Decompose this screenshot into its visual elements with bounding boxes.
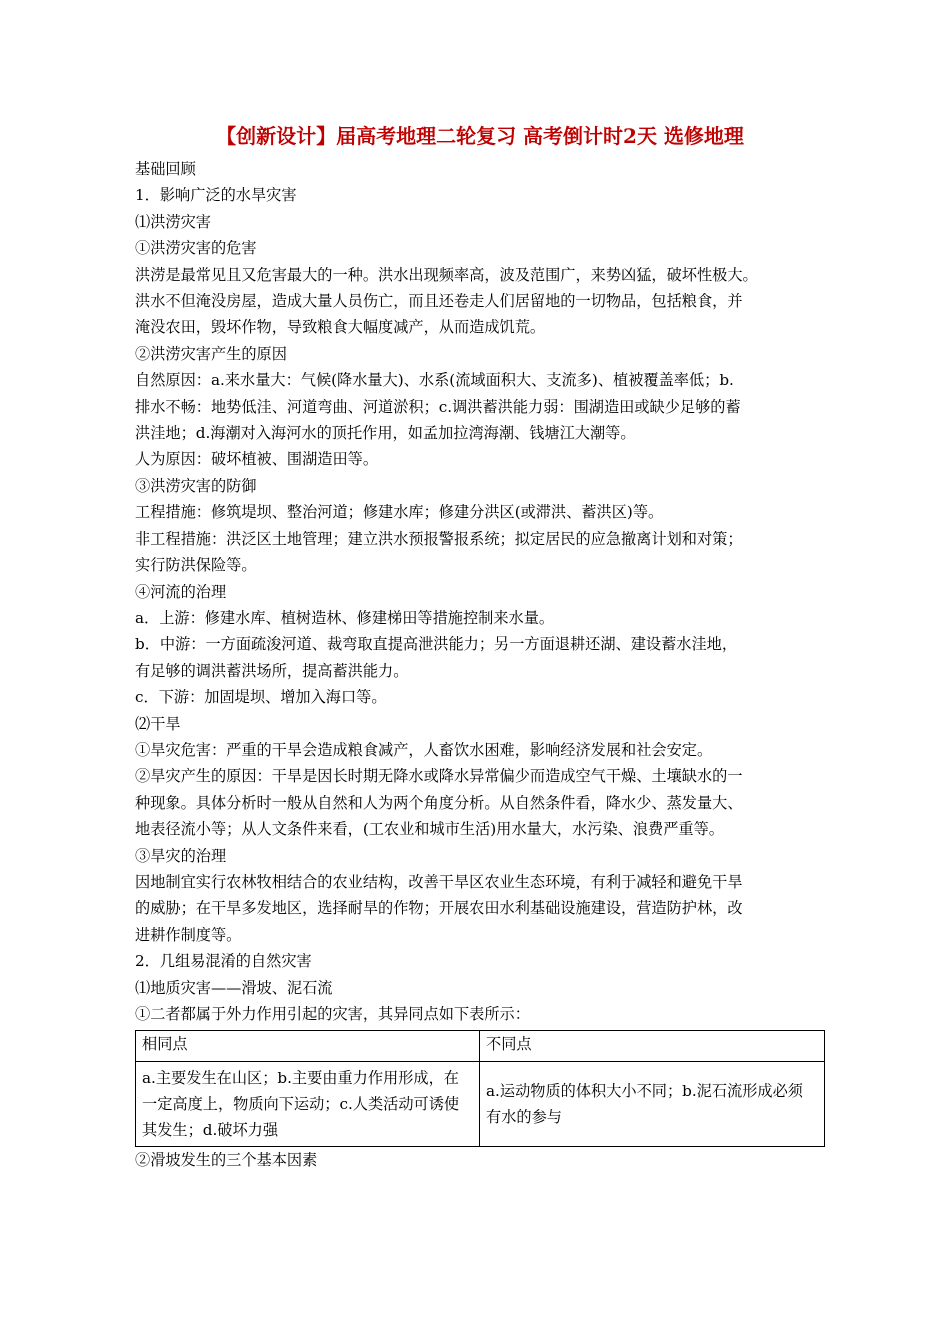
table-cell-same: a.主要发生在山区；b.主要由重力作用形成，在一定高度上，物质向下运动；c.人类活动可诱使其发生；d.破坏力强 <box>136 1062 480 1147</box>
text-line: ⑵干旱 <box>135 714 181 733</box>
text-line: 因地制宜实行农林牧相结合的农业结构，改善干旱区农业生态环境，有利于减轻和避免干旱 <box>135 872 743 891</box>
text-line: ⑴地质灾害——滑坡、泥石流 <box>135 978 333 997</box>
text-line: 1．影响广泛的水旱灾害 <box>135 186 297 205</box>
text-line: 有足够的调洪蓄洪场所，提高蓄洪能力。 <box>135 661 409 680</box>
text-line: 洪洼地；d.海潮对入海河水的顶托作用，如孟加拉湾海潮、钱塘江大潮等。 <box>135 424 636 443</box>
text-line: ②洪涝灾害产生的原因 <box>135 344 287 363</box>
text-line: ①洪涝灾害的危害 <box>135 239 257 258</box>
table-header-different: 不同点 <box>480 1031 825 1062</box>
text-line: 人为原因：破坏植被、围湖造田等。 <box>135 450 378 469</box>
text-line: 工程措施：修筑堤坝、整治河道；修建水库；修建分洪区(或滞洪、蓄洪区)等。 <box>135 503 664 522</box>
text-line: 种现象。具体分析时一般从自然和人为两个角度分析。从自然条件看，降水少、蒸发量大、 <box>135 793 743 812</box>
text-line: 淹没农田，毁坏作物，导致粮食大幅度减产，从而造成饥荒。 <box>135 318 546 337</box>
text-line: ②滑坡发生的三个基本因素 <box>135 1151 318 1170</box>
text-line: 实行防洪保险等。 <box>135 556 257 575</box>
text-line: c．下游：加固堤坝、增加入海口等。 <box>135 688 387 707</box>
text-line: ④河流的治理 <box>135 582 227 601</box>
text-line: a．上游：修建水库、植树造林、修建梯田等措施控制来水量。 <box>135 608 555 627</box>
text-line: 基础回顾 <box>135 160 196 178</box>
body-text-after-table <box>135 1147 825 1173</box>
text-line: 的威胁；在干旱多发地区，选择耐旱的作物；开展农田水利基础设施建设，营造防护林，改 <box>135 899 743 918</box>
text-line: b．中游：一方面疏浚河道、裁弯取直提高泄洪能力；另一方面退耕还湖、建设蓄水洼地， <box>135 635 738 654</box>
body-text-before-table <box>135 156 825 1027</box>
text-line: ③旱灾的治理 <box>135 846 227 865</box>
table-cell-different: a.运动物质的体积大小不同；b.泥石流形成必须有水的参与 <box>480 1062 825 1147</box>
text-line: 进耕作制度等。 <box>135 925 242 944</box>
text-line: ①旱灾危害：严重的干旱会造成粮食减产，人畜饮水困难，影响经济发展和社会安定。 <box>135 740 713 759</box>
text-line: 洪涝是最常见且又危害最大的一种。洪水出现频率高，波及范围广，来势凶猛，破坏性极大。 <box>135 265 758 284</box>
text-line: 地表径流小等；从人文条件来看，(工农业和城市生活)用水量大，水污染、浪费严重等。 <box>135 820 724 839</box>
table-row <box>136 1062 825 1147</box>
text-line: 非工程措施：洪泛区土地管理；建立洪水预报警报系统；拟定居民的应急撤离计划和对策； <box>135 529 743 548</box>
text-line: ②旱灾产生的原因：干旱是因长时期无降水或降水异常偏少而造成空气干燥、土壤缺水的一 <box>135 767 743 786</box>
text-line: ⑴洪涝灾害 <box>135 212 211 231</box>
text-line: 排水不畅：地势低洼、河道弯曲、河道淤积；c.调洪蓄洪能力弱：围湖造田或缺少足够的蓄 <box>135 397 741 416</box>
text-line: ③洪涝灾害的防御 <box>135 476 257 495</box>
document-title: 【创新设计】届高考地理二轮复习 高考倒计时2天 选修地理 <box>216 124 744 148</box>
text-line: 2．几组易混淆的自然灾害 <box>135 952 312 971</box>
text-line: 自然原因：a.来水量大：气候(降水量大)、水系(流域面积大、支流多)、植被覆盖率低；b. <box>135 371 734 390</box>
document-page <box>135 120 825 1174</box>
text-line: 洪水不但淹没房屋，造成大量人员伤亡，而且还卷走人们居留地的一切物品，包括粮食，并 <box>135 292 743 311</box>
table-header-same: 相同点 <box>136 1031 480 1062</box>
comparison-table <box>135 1030 825 1147</box>
table-header-row <box>136 1031 825 1062</box>
text-line: ①二者都属于外力作用引起的灾害，其异同点如下表所示： <box>135 1005 530 1023</box>
